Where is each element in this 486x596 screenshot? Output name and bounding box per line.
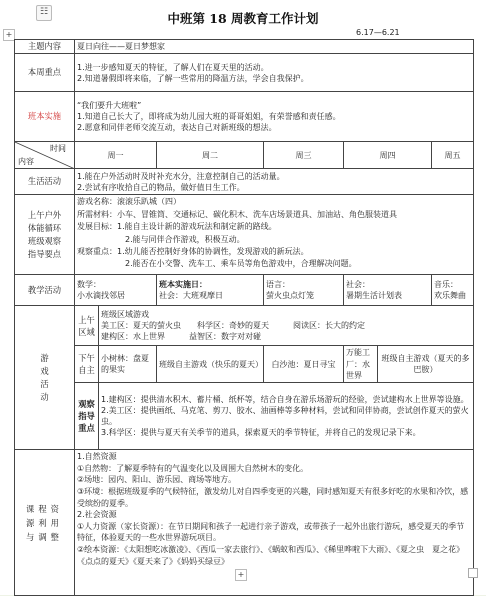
time-label: 时间 bbox=[50, 144, 66, 154]
list-item: 发展目标：1.能自主设计新的游戏玩法和制定新的路线。 bbox=[77, 222, 277, 232]
list-item: 2.美工区：提供画纸、马克笔、剪刀、胶水、油画棒等多种材料，尝试和同伴协商，尝试创作夏天的萤火虫。 bbox=[101, 406, 469, 427]
list-item: 2.能否在小交警、洗车工、乘车员等角色游戏中，合理解决问题。 bbox=[125, 259, 357, 269]
table-row bbox=[15, 275, 474, 306]
label-line: 班级观察 bbox=[27, 235, 62, 246]
weekly-focus-content bbox=[75, 54, 474, 92]
list-item: 1.进一步感知夏天的特征，了解人们在夏天里的活动。 bbox=[77, 62, 269, 72]
cell-subject: 语言： bbox=[266, 280, 290, 289]
list-item: ③环境：根据班级夏季的气候特征，激发幼儿对自四季变更的兴趣，同时感知夏天有很多好吃的水果和冷饮，感受缤纷的夏季。 bbox=[77, 486, 469, 508]
teaching-cell-wed bbox=[264, 275, 344, 306]
teaching-cell-fri bbox=[432, 275, 474, 306]
morning-area-content bbox=[99, 306, 474, 346]
class-practice-content bbox=[75, 92, 474, 142]
list-item: 2.能与同伴合作游戏，积极互动。 bbox=[125, 234, 245, 244]
table-row bbox=[15, 346, 474, 383]
cell-topic: 欢乐舞曲 bbox=[434, 291, 466, 301]
afternoon-cell-fri bbox=[378, 346, 474, 383]
focus-label-text: 观察指导重点 bbox=[78, 399, 95, 434]
label-line: 体能循环 bbox=[27, 222, 62, 233]
list-item: 2.愿意和同伴老师交流互动，表达自己对新班级的想法。 bbox=[77, 123, 277, 133]
list-item: 1.知道自己长大了，即将成为幼儿园大班的哥哥姐姐，有荣誉感和责任感。 bbox=[77, 112, 341, 122]
label-line: 指导要点 bbox=[27, 248, 62, 259]
list-item: 3.科学区：提供与夏天有关季节的道具，探索夏天的季节特征，并将自己的发现记录下来。 bbox=[101, 428, 421, 438]
resources-content bbox=[75, 450, 474, 596]
plan-table bbox=[14, 39, 474, 596]
cell-topic: 萤火虫点灯笼 bbox=[266, 291, 314, 301]
add-row-icon[interactable]: + bbox=[235, 569, 247, 581]
list-item: 所需材料：小车、冒锥筒、交通标记、碳化积木、洗车店场景道具、加油站、角色服装道具 bbox=[77, 209, 397, 219]
list-item: 班级区域游戏 bbox=[101, 309, 149, 319]
table-row bbox=[15, 306, 474, 346]
weekly-focus-label: 本周重点 bbox=[15, 54, 75, 92]
list-item: 1.自然资源 bbox=[77, 452, 117, 462]
life-content bbox=[75, 169, 474, 195]
table-row bbox=[15, 54, 474, 92]
afternoon-label-text: 下午自主 bbox=[78, 353, 95, 376]
cell-topic: 社会：大班观摩日 bbox=[159, 291, 223, 301]
label-line: 上午户外 bbox=[27, 209, 62, 220]
cell-text: 万能工厂：水世界 bbox=[346, 348, 370, 380]
cell-text: 班级自主游戏（夏天的多巴胺） bbox=[381, 353, 470, 375]
theme-label: 主题内容 bbox=[15, 40, 75, 54]
list-item: 2.知道暑假即将来临，了解一些常用的降温方法，学会自我保护。 bbox=[77, 73, 309, 83]
table-row bbox=[15, 40, 474, 54]
list-item: 观察重点：1.幼儿能否控制好身体的协调性，发现游戏的新玩法。 bbox=[77, 246, 309, 256]
table-row bbox=[15, 92, 474, 142]
day-header-thu: 周四 bbox=[344, 142, 432, 169]
cell-subject: 音乐： bbox=[434, 280, 458, 289]
morning-outdoor-content bbox=[75, 195, 474, 275]
cell-topic: 暑期生活计划表 bbox=[346, 291, 402, 301]
resources-label-text: 课程资源利用与调整 bbox=[26, 503, 63, 542]
list-item: ①自然物：了解夏季特有的气温变化以及周围大自然树木的变化。 bbox=[77, 463, 309, 473]
cell-text: 小树林：盘夏的果实 bbox=[101, 353, 149, 375]
add-icon[interactable]: + bbox=[3, 29, 15, 41]
life-label: 生活活动 bbox=[15, 169, 75, 195]
morning-area-label bbox=[75, 306, 99, 346]
cell-subject: 数学： bbox=[77, 280, 101, 289]
afternoon-cell-mon bbox=[99, 346, 157, 383]
teaching-cell-tue bbox=[157, 275, 264, 306]
afternoon-cell-tue bbox=[157, 346, 264, 383]
list-item: 游戏名称：滚滚乐趴城（四） bbox=[77, 197, 181, 207]
afternoon-label bbox=[75, 346, 99, 383]
game-label bbox=[15, 306, 75, 450]
table-row bbox=[15, 169, 474, 195]
teaching-cell-mon bbox=[75, 275, 157, 306]
list-item: ②场地：园内、阳山、游乐园、商场等地方。 bbox=[77, 475, 237, 485]
resources-label bbox=[15, 450, 75, 596]
list-item: 2.社会资源 bbox=[77, 510, 117, 520]
page-title: 中班第 18 周教育工作计划 bbox=[167, 11, 319, 26]
day-header-wed: 周三 bbox=[264, 142, 344, 169]
list-item: ②绘本资源：《太阳想吃冰激凌》、《西瓜一家去旅行》、《蜗蚁和西瓜》、《稀里哗啦下大雨》、《夏之虫 夏之花》《点点的夏天》《夏天来了》《妈妈买绿豆》 bbox=[77, 544, 465, 566]
afternoon-cell-thu bbox=[344, 346, 378, 383]
game-label-text: 游戏活动 bbox=[40, 352, 49, 402]
cell-text: 白沙池：夏日寻宝 bbox=[271, 359, 336, 369]
move-handle-icon[interactable]: ☷ bbox=[36, 5, 52, 21]
list-item: “我们要升大班啦” bbox=[77, 100, 142, 110]
class-practice-label: 班本实施 bbox=[15, 92, 75, 142]
resize-handle-icon[interactable] bbox=[468, 568, 478, 578]
list-item: ①人力资源（家长资源）：在节日期间和孩子一起进行亲子游戏，或带孩子一起外出旅行游玩，感受夏天的季节特征，体验夏天的一些水世界游玩项目。 bbox=[77, 521, 465, 543]
list-item: 1.建构区：提供清水积木、蓄片桶、纸杯等，结合自身在游乐场游玩的经验，尝试建构水上世界等设施。 bbox=[101, 395, 469, 405]
time-content-header bbox=[15, 142, 75, 169]
cell-topic: 小水滴找邻居 bbox=[77, 291, 125, 301]
cell-subject: 班本实施日： bbox=[159, 280, 207, 289]
cell-subject: 社会： bbox=[346, 280, 370, 289]
afternoon-cell-wed bbox=[264, 346, 344, 383]
teaching-label: 教学活动 bbox=[15, 275, 75, 306]
content-label: 内容 bbox=[18, 157, 34, 166]
list-item: 建构区：水上世界 益智区：数字对对碰 bbox=[101, 332, 261, 342]
cell-text: 班级自主游戏（快乐的夏天） bbox=[159, 359, 263, 369]
morning-outdoor-label bbox=[15, 195, 75, 275]
day-header-fri: 周五 bbox=[432, 142, 474, 169]
list-item: 美工区：夏天的萤火虫 科学区：奇妙的夏天 阅读区：长大的约定 bbox=[101, 321, 365, 331]
teaching-cell-thu bbox=[344, 275, 432, 306]
focus-content bbox=[99, 383, 474, 450]
table-row bbox=[15, 195, 474, 275]
day-header-tue: 周二 bbox=[157, 142, 264, 169]
date-range: 6.17—6.21 bbox=[356, 28, 400, 37]
list-item: 1.能在户外活动时及时补充水分，注意控制自己的活动量。 bbox=[77, 171, 285, 181]
morning-area-label-text: 上午区域 bbox=[78, 314, 95, 337]
day-header-mon: 周一 bbox=[75, 142, 157, 169]
table-row bbox=[15, 383, 474, 450]
table-row bbox=[15, 142, 474, 169]
theme-value: 夏日向往——夏日梦想家 bbox=[75, 40, 474, 54]
focus-label bbox=[75, 383, 99, 450]
list-item: 2.尝试有序收拾自己的物品，做好值日生工作。 bbox=[77, 182, 245, 192]
